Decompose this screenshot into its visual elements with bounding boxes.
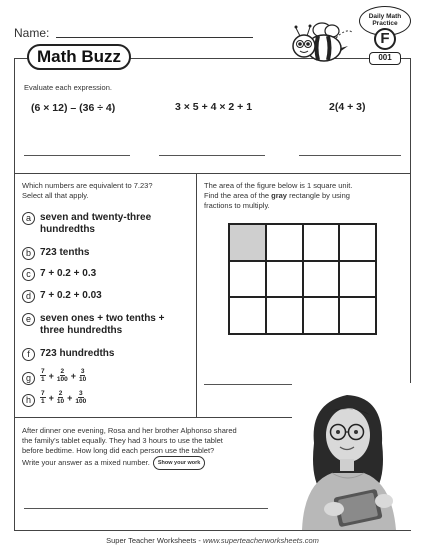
- option-letter: g: [22, 372, 35, 385]
- section2-question-line2: Select all that apply.: [22, 191, 89, 200]
- option-a[interactable]: [22, 212, 151, 236]
- option-c[interactable]: [22, 268, 96, 281]
- fraction: $\frac{7}{1}$: [41, 390, 45, 405]
- grid-cell: [229, 261, 266, 298]
- answer-line-3[interactable]: [299, 155, 401, 156]
- option-text: 7 + 0.2 + 0.03: [40, 290, 102, 301]
- name-field[interactable]: [56, 37, 253, 38]
- section2-question-line1: Which numbers are equivalent to 7.23?: [22, 181, 153, 190]
- section4-line2: the family's tablet equally. They had 3 hours to use the tablet: [22, 436, 223, 445]
- badge-letter: F: [374, 28, 396, 50]
- expression-1: (6 × 12) – (36 ÷ 4): [31, 102, 116, 114]
- grid-cell: [339, 224, 376, 261]
- section3-line2: Find the area of the gray rectangle by using: [204, 191, 350, 200]
- option-letter: f: [22, 348, 35, 361]
- grid-cell: [339, 297, 376, 334]
- fraction: $\frac{7}{1}$: [41, 368, 45, 383]
- grid-cell: [303, 224, 340, 261]
- fraction: $\frac{2}{100}$: [56, 368, 68, 383]
- option-b[interactable]: [22, 247, 89, 260]
- option-g[interactable]: g $\frac{7}{1}$ + $\frac{2}{100}$ + $\frac{3}{10}$: [22, 368, 86, 385]
- name-label: Name:: [14, 26, 50, 40]
- section4-line3: before bedtime. How long did each person use the tablet?: [22, 446, 215, 455]
- fraction: $\frac{2}{10}$: [56, 390, 65, 405]
- daily-practice-badge: [355, 6, 413, 66]
- show-work-button[interactable]: Show your work: [153, 456, 205, 470]
- bee-icon: [286, 18, 356, 68]
- grid-cell: [229, 297, 266, 334]
- option-h[interactable]: h $\frac{7}{1}$ + $\frac{2}{10}$ + $\frac{3}{100}$: [22, 390, 86, 407]
- grid-cell: [266, 224, 303, 261]
- answer-line-2[interactable]: [159, 155, 265, 156]
- option-text-line2: hundredths: [40, 224, 95, 235]
- fraction: $\frac{3}{100}$: [75, 390, 87, 405]
- section1-instruction: Evaluate each expression.: [24, 83, 112, 92]
- footer: [0, 536, 425, 545]
- section4-line4: Write your answer as a mixed number. Show your work: [22, 456, 205, 470]
- grid-cell-gray: [229, 224, 266, 261]
- section3-line3: fractions to multiply.: [204, 201, 270, 210]
- option-f[interactable]: [22, 348, 114, 361]
- option-text: 723 tenths: [40, 247, 90, 258]
- grid-cell: [266, 297, 303, 334]
- fraction: $\frac{3}{10}$: [79, 368, 87, 383]
- answer-line-word-problem[interactable]: [24, 508, 268, 509]
- option-letter: a: [22, 212, 35, 225]
- option-text: 723 hundredths: [40, 348, 115, 359]
- option-letter: b: [22, 247, 35, 260]
- option-text: 7 + 0.2 + 0.3: [40, 268, 97, 279]
- grid-cell: [339, 261, 376, 298]
- grid-cell: [303, 261, 340, 298]
- badge-label: Daily Math Practice: [359, 6, 411, 36]
- option-letter: d: [22, 290, 35, 303]
- section3-line1: The area of the figure below is 1 square unit.: [204, 181, 353, 190]
- option-text-line2: three hundredths: [40, 325, 123, 336]
- divider-vertical: [196, 173, 197, 417]
- option-letter: h: [22, 394, 35, 407]
- girl-with-tablet-image: [292, 383, 412, 530]
- option-d[interactable]: [22, 290, 102, 303]
- option-text: seven and twenty-three: [40, 212, 152, 223]
- grid-cell: [303, 297, 340, 334]
- grid-cell: [266, 261, 303, 298]
- expression-3: 2(4 + 3): [329, 101, 366, 113]
- option-letter: c: [22, 268, 35, 281]
- badge-number: 001: [369, 52, 401, 65]
- footer-url[interactable]: www.superteacherworksheets.com: [202, 536, 319, 545]
- divider-1: [14, 173, 411, 174]
- expression-2: 3 × 5 + 4 × 2 + 1: [175, 101, 253, 113]
- footer-brand: Super Teacher Worksheets -: [106, 536, 203, 545]
- option-e[interactable]: [22, 313, 164, 337]
- answer-line-1[interactable]: [24, 155, 130, 156]
- area-grid: [228, 223, 377, 335]
- section4-line1: After dinner one evening, Rosa and her brother Alphonso shared: [22, 426, 237, 435]
- option-letter: e: [22, 313, 35, 326]
- option-text: seven ones + two tenths +: [40, 313, 165, 324]
- page-title: Math Buzz: [27, 44, 131, 70]
